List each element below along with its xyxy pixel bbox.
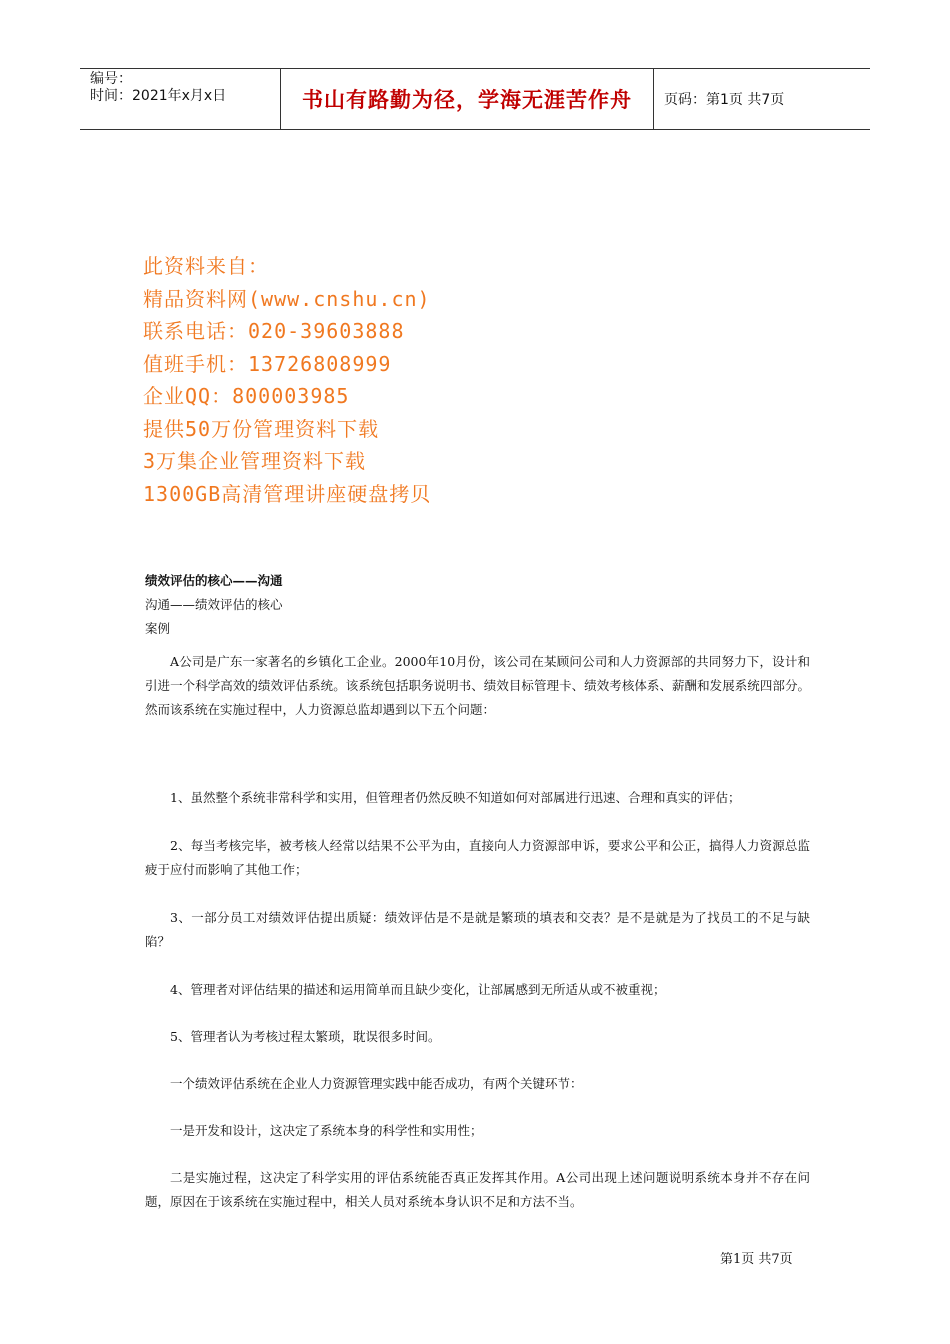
promo-line: 1300GB高清管理讲座硬盘拷贝 — [143, 481, 432, 506]
promo-line: 值班手机：13726808999 — [143, 351, 392, 376]
promo-line: 3万集企业管理资料下载 — [143, 449, 367, 473]
paragraph: 一是开发和设计，这决定了系统本身的科学性和实用性； — [170, 1123, 483, 1138]
promo-line: 联系电话：020-39603888 — [143, 319, 405, 343]
header-page-label: 页码：第1页 共7页 — [664, 92, 785, 108]
promo-line: 精品资料网(www.cnshu.cn) — [143, 286, 431, 311]
paragraph: 2、每当考核完毕，被考核人经常以结果不公平为由，直接向人力资源部申诉，要求公平和公正，搞得人力资源总监疲于应付而影响了其他工作； — [145, 838, 810, 877]
doc-subtitle: 沟通——绩效评估的核心 — [145, 597, 283, 612]
doc-title: 绩效评估的核心——沟通 — [145, 573, 283, 588]
paragraph: 一个绩效评估系统在企业人力资源管理实践中能否成功，有两个关键环节： — [170, 1076, 583, 1091]
paragraph: 5、管理者认为考核过程太繁琐，耽误很多时间。 — [170, 1029, 441, 1044]
time-label: 时间：2021年x月x日 — [90, 88, 227, 104]
promo-line: 此资料来自： — [143, 254, 269, 278]
paragraph: 1、虽然整个系统非常科学和实用，但管理者仍然反映不知道如何对部属进行迅速、合理和真实的评估； — [170, 790, 741, 805]
page-header — [80, 68, 870, 130]
promo-line: 提供50万份管理资料下载 — [143, 416, 380, 441]
number-label: 编号： — [90, 71, 132, 87]
doc-heading — [145, 569, 810, 641]
promo-block — [143, 250, 431, 510]
footer-page-number: 第1页 共7页 — [720, 1252, 793, 1267]
motto: 书山有路勤为径，学海无涯苦作舟 — [281, 69, 654, 129]
paragraph: 4、管理者对评估结果的描述和运用简单而且缺少变化，让部属感到无所适从或不被重视； — [170, 982, 666, 997]
paragraph: 二是实施过程，这决定了科学实用的评估系统能否真正发挥其作用。A公司出现上述问题说明系统本身并不存在问题，原因在于该系统在实施过程中，相关人员对系统本身认识不足和方法不当。 — [145, 1170, 810, 1209]
paragraph: 3、一部分员工对绩效评估提出质疑：绩效评估是不是就是繁琐的填表和交表？是不是就是为了找员工的不足与缺陷？ — [145, 910, 810, 949]
doc-section: 案例 — [145, 621, 171, 636]
header-left-cell — [80, 69, 281, 129]
paragraph: A公司是广东一家著名的乡镇化工企业。2000年10月份，该公司在某顾问公司和人力资源部的共同努力下，设计和引进一个科学高效的绩效评估系统。该系统包括职务说明书、绩效目标管理卡、绩效考核体系、薪酬和发展系统四部分。然而该系统在实施过程中，人力资源总监却遇到以下五个问题： — [145, 654, 810, 717]
promo-line: 企业QQ：800003985 — [143, 384, 350, 408]
